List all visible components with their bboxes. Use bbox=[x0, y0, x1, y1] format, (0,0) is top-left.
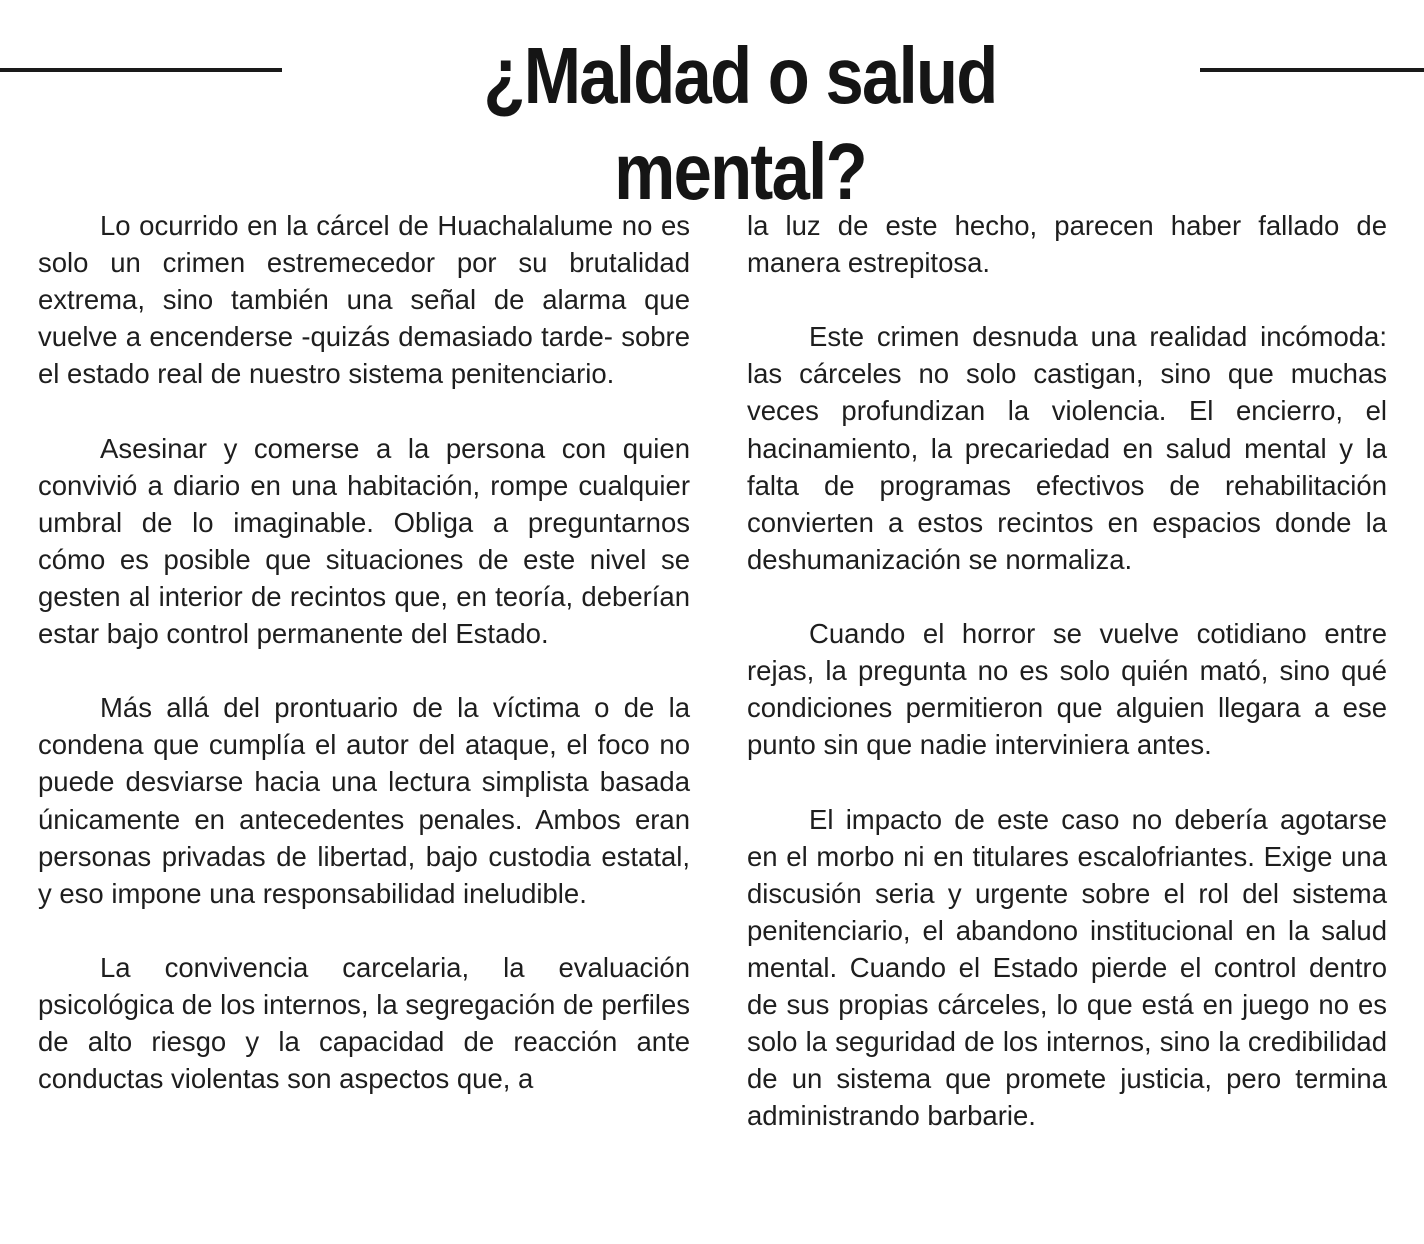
left-column bbox=[38, 207, 690, 1097]
headline-banner bbox=[0, 0, 1424, 216]
paragraph: Lo ocurrido en la cárcel de Huachalalume no es solo un crimen estremecedor por su brutalidad extrema, sino también una señal de alarma que vuelve a encenderse -quizás demasiado tarde- sobre el estado real de nuestro sistema penitenciario. bbox=[38, 210, 690, 390]
headline-right-rule bbox=[1200, 68, 1424, 72]
right-column bbox=[747, 207, 1387, 1134]
paragraph: La convivencia carcelaria, la evaluación psicológica de los internos, la segregación de perfiles de alto riesgo y la capacidad de reacción ante conductas violentas son aspectos que, a bbox=[38, 951, 690, 1095]
headline-left-rule bbox=[0, 68, 282, 72]
paragraph-continuation: la luz de este hecho, parecen haber fallado de manera estrepitosa. bbox=[747, 210, 1387, 279]
paragraph: Cuando el horror se vuelve cotidiano entre rejas, la pregunta no es solo quién mató, sino qué condiciones permitieron que alguien llegara a ese punto sin que nadie interviniera antes. bbox=[747, 618, 1387, 761]
paragraph: Más allá del prontuario de la víctima o de la condena que cumplía el autor del ataque, el foco no puede desviarse hacia una lectura simplista basada únicamente en antecedentes penales. Ambos eran personas privadas de libertad, bajo custodia estatal, y eso impone una responsabilidad ineludible. bbox=[38, 692, 690, 909]
paragraph: El impacto de este caso no debería agotarse en el morbo ni en titulares escalofriantes. Exige una discusión seria y urgente sobre el rol del sistema penitenciario, el abandono institucional en la salud mental. Cuando el Estado pierde el control dentro de sus propias cárceles, lo que está en juego no es solo la seguridad de los internos, sino la credibilidad de un sistema que promete justicia, pero termina administrando barbarie. bbox=[747, 803, 1387, 1132]
paragraph: Asesinar y comerse a la persona con quien convivió a diario en una habitación, rompe cualquier umbral de lo imaginable. Obliga a preguntarnos cómo es posible que situaciones de este nivel se gesten al interior de recintos que, en teoría, deberían estar bajo control permanente del Estado. bbox=[38, 432, 690, 650]
paragraph: Este crimen desnuda una realidad incómoda: las cárceles no solo castigan, sino que muchas veces profundizan la violencia. El encierro, el hacinamiento, la precariedad en salud mental y la falta de programas efectivos de rehabilitación convierten a estos recintos en espacios donde la deshumanización se normaliza. bbox=[747, 321, 1387, 575]
headline: ¿Maldad o salud mental? bbox=[483, 31, 997, 216]
